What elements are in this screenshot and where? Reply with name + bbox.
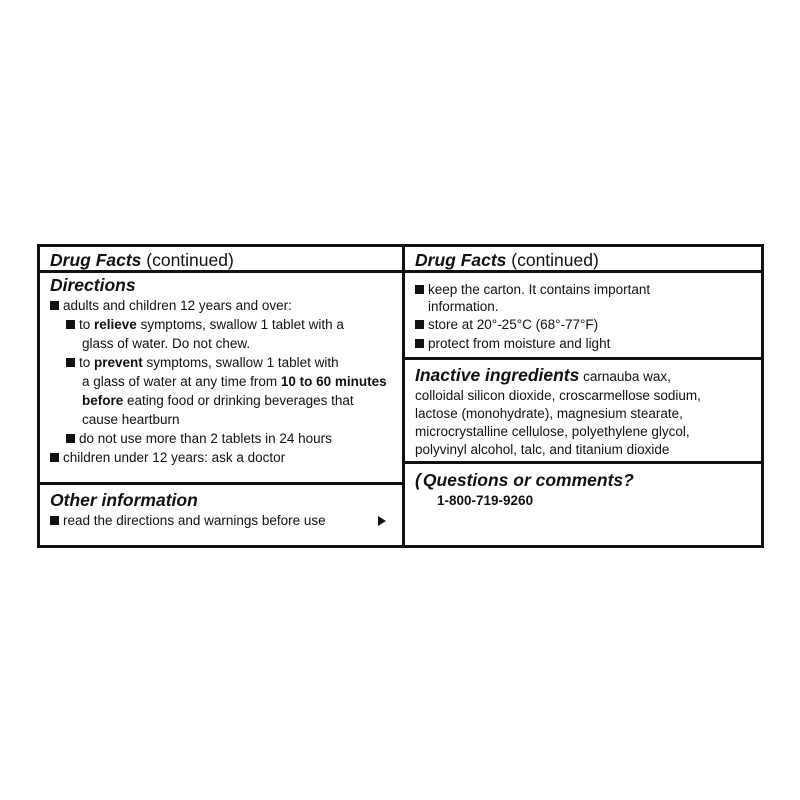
directions-prevent: to prevent symptoms, swallow 1 tablet with [50,353,392,372]
bullet-icon [66,434,75,443]
right-title-section [405,247,761,273]
directions-relieve-cont: glass of water. Do not chew. [82,336,251,351]
left-title-rest: (continued) [141,250,234,270]
inactive-ingredients-heading: Inactive ingredients [415,365,580,385]
storage-section [405,273,761,360]
left-panel [40,247,405,545]
bullet-icon [415,320,424,329]
bullet-icon [50,516,59,525]
left-title-bold: Drug Facts [50,250,142,270]
directions-relieve: to relieve symptoms, swallow 1 tablet with a [50,315,392,334]
directions-prevent-cont2: before eating food or drinking beverages that [82,393,354,408]
left-title [50,247,392,271]
bullet-icon [50,453,59,462]
phone-icon: ( [415,470,421,490]
inactive-ingredients-section [405,360,761,464]
questions-section [405,464,761,510]
storage-temperature: store at 20°-25°C (68°-77°F) [415,315,751,334]
directions-children: children under 12 years: ask a doctor [50,448,392,467]
other-information-heading: Other information [50,490,198,510]
questions-heading: Questions or comments? [422,470,634,490]
storage-protect: protect from moisture and light [415,334,751,353]
right-panel [405,247,761,545]
bullet-icon [66,320,75,329]
phone-number: 1-800-719-9260 [437,493,534,508]
drug-facts-label [37,244,764,548]
directions-adults: adults and children 12 years and over: [50,296,392,315]
bullet-icon [415,285,424,294]
directions-limit: do not use more than 2 tablets in 24 hours [50,429,392,448]
inactive-ingredients-line: polyvinyl alcohol, talc, and titanium dioxide [415,442,670,457]
directions-section [40,273,402,485]
bullet-icon [415,339,424,348]
storage-keep-carton-cont: information. [428,299,499,314]
questions-heading-row [415,469,751,491]
inactive-ingredients-line: colloidal silicon dioxide, croscarmellose sodium, [415,388,701,403]
left-title-section [40,247,402,273]
storage-keep-carton: keep the carton. It contains important [415,281,751,298]
right-title-bold: Drug Facts [415,250,507,270]
right-title-rest: (continued) [506,250,599,270]
bullet-icon [66,358,75,367]
inactive-ingredients-line: lactose (monohydrate), magnesium stearate, [415,406,683,421]
bullet-icon [50,301,59,310]
right-title [415,247,751,271]
directions-prevent-cont3: cause heartburn [82,412,180,427]
directions-heading: Directions [50,275,136,295]
inactive-ingredients-first-line: Inactive ingredients carnauba wax, [415,365,671,385]
other-information-section [40,485,402,530]
directions-prevent-cont: a glass of water at any time from 10 to 60 minutes [82,374,387,389]
other-information-line: read the directions and warnings before use [50,511,392,530]
inactive-ingredients-line: microcrystalline cellulose, polyethylene glycol, [415,424,690,439]
continue-arrow-icon [378,516,386,526]
